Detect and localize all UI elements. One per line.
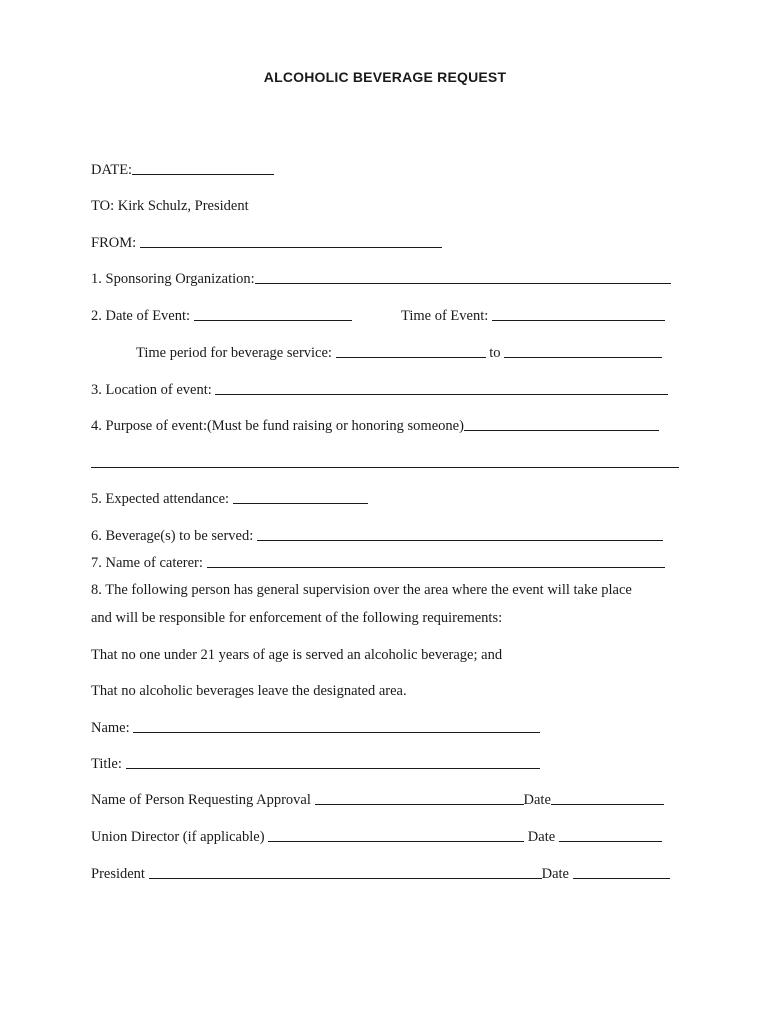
union-signature-field[interactable] (268, 827, 524, 842)
date-of-event-field[interactable] (194, 306, 352, 321)
union-date-field[interactable] (559, 827, 662, 842)
beverages-row (91, 526, 663, 546)
from-label: FROM: (91, 235, 137, 251)
title-row (91, 754, 540, 774)
purpose-label: 4. Purpose of event:(Must be fund raising or honoring someone) (91, 418, 464, 434)
supervision-line-1: 8. The following person has general supervision over the area where the event will take place (91, 582, 632, 598)
date-of-event-row (91, 306, 352, 326)
location-label: 3. Location of event: (91, 382, 212, 398)
caterer-field[interactable] (207, 553, 665, 568)
caterer-row (91, 553, 665, 573)
requesting-signature-field[interactable] (315, 790, 524, 805)
requesting-date-label: Date (523, 792, 551, 808)
to-row (91, 196, 249, 216)
to-label: TO: Kirk Schulz, President (91, 198, 249, 214)
beverages-label: 6. Beverage(s) to be served: (91, 528, 254, 544)
president-label: President (91, 866, 145, 882)
supervision-line-2: and will be responsible for enforcement of the following requirements: (91, 610, 503, 626)
date-field[interactable] (132, 160, 274, 175)
purpose-field-continued[interactable] (91, 467, 679, 468)
president-date-field[interactable] (573, 864, 670, 879)
name-field[interactable] (133, 718, 540, 733)
time-period-to: to (489, 345, 501, 361)
time-of-event-label: Time of Event: (401, 308, 489, 324)
requirement-area: That no alcoholic beverages leave the designated area. (91, 683, 407, 699)
date-row (91, 160, 274, 180)
time-period-row (136, 343, 662, 363)
president-row (91, 864, 670, 884)
location-field[interactable] (215, 380, 668, 395)
president-signature-field[interactable] (149, 864, 542, 879)
date-of-event-label: 2. Date of Event: (91, 308, 191, 324)
title-field[interactable] (126, 754, 540, 769)
name-label: Name: (91, 720, 130, 736)
requirement-age: That no one under 21 years of age is served an alcoholic beverage; and (91, 647, 503, 663)
purpose-row (91, 416, 659, 436)
location-row (91, 380, 668, 400)
requesting-date-field[interactable] (551, 790, 664, 805)
president-date-label: Date (541, 866, 569, 882)
from-row (91, 233, 442, 253)
union-row (91, 827, 662, 847)
requesting-label: Name of Person Requesting Approval (91, 792, 311, 808)
beverages-field[interactable] (257, 526, 663, 541)
time-period-label: Time period for beverage service: (136, 345, 332, 361)
form-title: ALCOHOLIC BEVERAGE REQUEST (263, 69, 507, 85)
time-period-start-field[interactable] (336, 343, 486, 358)
name-row (91, 718, 540, 738)
caterer-label: 7. Name of caterer: (91, 555, 203, 571)
requesting-row (91, 790, 664, 810)
purpose-field[interactable] (464, 416, 659, 431)
sponsoring-row (91, 269, 671, 289)
attendance-field[interactable] (233, 489, 368, 504)
date-label: DATE: (91, 162, 133, 178)
union-label: Union Director (if applicable) (91, 829, 265, 845)
title-label: Title: (91, 756, 122, 772)
sponsoring-label: 1. Sponsoring Organization: (91, 271, 255, 287)
union-date-label: Date (527, 829, 556, 845)
sponsoring-field[interactable] (255, 269, 671, 284)
from-field[interactable] (140, 233, 442, 248)
time-of-event-field[interactable] (492, 306, 665, 321)
time-of-event-row (401, 306, 665, 326)
time-period-end-field[interactable] (504, 343, 662, 358)
attendance-label: 5. Expected attendance: (91, 491, 230, 507)
attendance-row (91, 489, 368, 509)
